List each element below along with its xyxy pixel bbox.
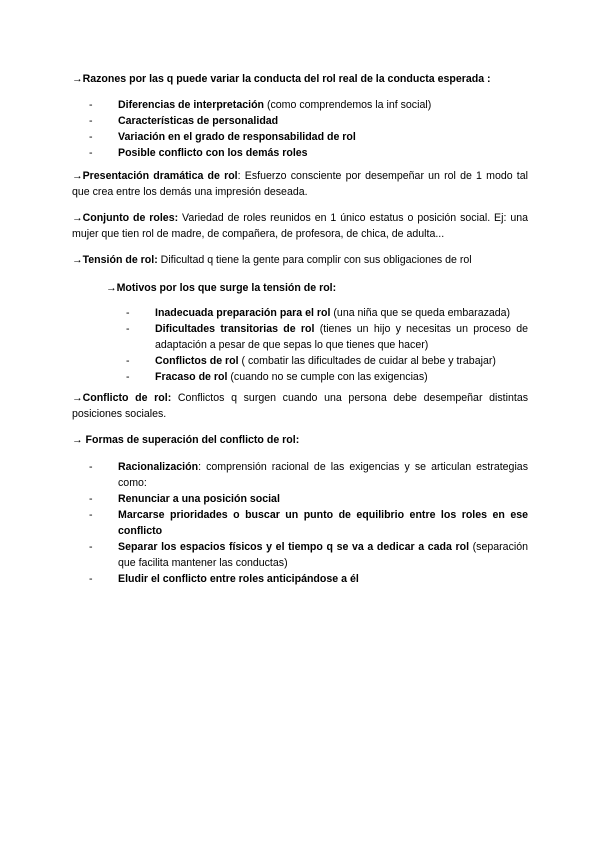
- item-term: Fracaso de rol: [155, 371, 228, 383]
- arrow-icon: →: [72, 212, 83, 224]
- heading-text: Formas de superación del conflicto de rol:: [82, 434, 300, 446]
- item-term: Inadecuada preparación para el rol: [155, 307, 331, 319]
- item-text: (tienes un hijo y necesitas un proceso de adaptación a pesar de que sepas lo que tienes que hacer): [155, 323, 528, 351]
- heading-text: Razones por las q puede variar la conducta del rol real de la conducta esperada :: [82, 73, 491, 85]
- definition: Variedad de roles reunidos en 1 único estatus o posición social. Ej: una mujer que tien rol de madre, de compañera, de profesora, de chica, de adulta...: [72, 212, 529, 240]
- list-item: [126, 305, 528, 321]
- bullet: -: [89, 461, 93, 473]
- item-text: (cuando no se cumple con las exigencias): [227, 371, 428, 383]
- heading-razones: [72, 71, 528, 87]
- list-motivos: [126, 305, 528, 385]
- item-term: Conflictos de rol: [155, 355, 239, 367]
- arrow-icon: →: [106, 282, 117, 294]
- item-text: (separación que facilita mantener las conductas): [118, 541, 529, 569]
- item-term: Dificultades transitorias de rol: [155, 323, 315, 335]
- list-item: [126, 353, 528, 369]
- item-text: ( combatir las dificultades de cuidar al bebe y trabajar): [238, 355, 496, 367]
- bullet: -: [89, 573, 93, 585]
- para-conjunto: [72, 210, 528, 242]
- bullet: -: [89, 115, 93, 127]
- term: Conflicto de rol:: [82, 392, 172, 404]
- item-text: : comprensión racional de las exigencias y se articulan estrategias como:: [118, 461, 528, 489]
- term: Conjunto de roles:: [82, 212, 179, 224]
- item-text: (una niña que se queda embarazada): [330, 307, 511, 319]
- item-text: (como comprendemos la inf social): [264, 99, 432, 111]
- list-item: [89, 97, 509, 113]
- arrow-icon: →: [72, 254, 83, 266]
- bullet: -: [126, 307, 130, 319]
- bullet: -: [126, 323, 130, 335]
- item-term: Diferencias de interpretación: [118, 99, 265, 111]
- bullet: -: [89, 509, 93, 521]
- bullet: -: [126, 371, 130, 383]
- item-term: Variación en el grado de responsabilidad de rol: [118, 131, 356, 143]
- item-term: Posible conflicto con los demás roles: [118, 147, 308, 159]
- definition: : Esfuerzo consciente por desempeñar un rol de 1 modo tal que crea entre los demás una impresión deseada.: [72, 170, 528, 198]
- definition: Conflictos q surgen cuando una persona debe desempeñar distintas posiciones sociales.: [72, 392, 529, 420]
- list-formas: [89, 459, 528, 587]
- heading-formas: [72, 432, 528, 448]
- heading-text: Motivos por los que surge la tensión de rol:: [116, 282, 337, 294]
- arrow-icon: →: [72, 392, 83, 404]
- list-item: [126, 369, 528, 385]
- list-item: [89, 129, 509, 145]
- list-item: [89, 507, 528, 539]
- list-item: [89, 539, 528, 571]
- item-term: Eludir el conflicto entre roles anticipándose a él: [118, 573, 359, 585]
- item-term: Marcarse prioridades o buscar un punto de equilibrio entre los roles en ese conflicto: [118, 509, 528, 537]
- para-conflicto: [72, 390, 528, 422]
- list-razones: [89, 97, 509, 161]
- list-item: [89, 113, 509, 129]
- definition: Dificultad q tiene la gente para complir con sus obligaciones de rol: [157, 254, 472, 266]
- list-item: [89, 571, 528, 587]
- list-item: [89, 459, 528, 491]
- bullet: -: [126, 355, 130, 367]
- arrow-icon: →: [72, 434, 83, 446]
- list-item: [126, 321, 528, 353]
- list-item: [89, 491, 528, 507]
- list-item: [89, 145, 509, 161]
- para-presentacion: [72, 168, 528, 200]
- bullet: -: [89, 99, 93, 111]
- bullet: -: [89, 147, 93, 159]
- item-term: Características de personalidad: [118, 115, 279, 127]
- item-term: Separar los espacios físicos y el tiempo q se va a dedicar a cada rol: [118, 541, 470, 553]
- item-term: Renunciar a una posición social: [118, 493, 280, 505]
- para-tension: [72, 252, 528, 268]
- arrow-icon: →: [72, 170, 83, 182]
- bullet: -: [89, 541, 93, 553]
- term: Presentación dramática de rol: [82, 170, 238, 182]
- arrow-icon: →: [72, 73, 83, 85]
- term: Tensión de rol:: [82, 254, 158, 266]
- bullet: -: [89, 493, 93, 505]
- item-term: Racionalización: [118, 461, 199, 473]
- heading-motivos: [106, 280, 506, 296]
- bullet: -: [89, 131, 93, 143]
